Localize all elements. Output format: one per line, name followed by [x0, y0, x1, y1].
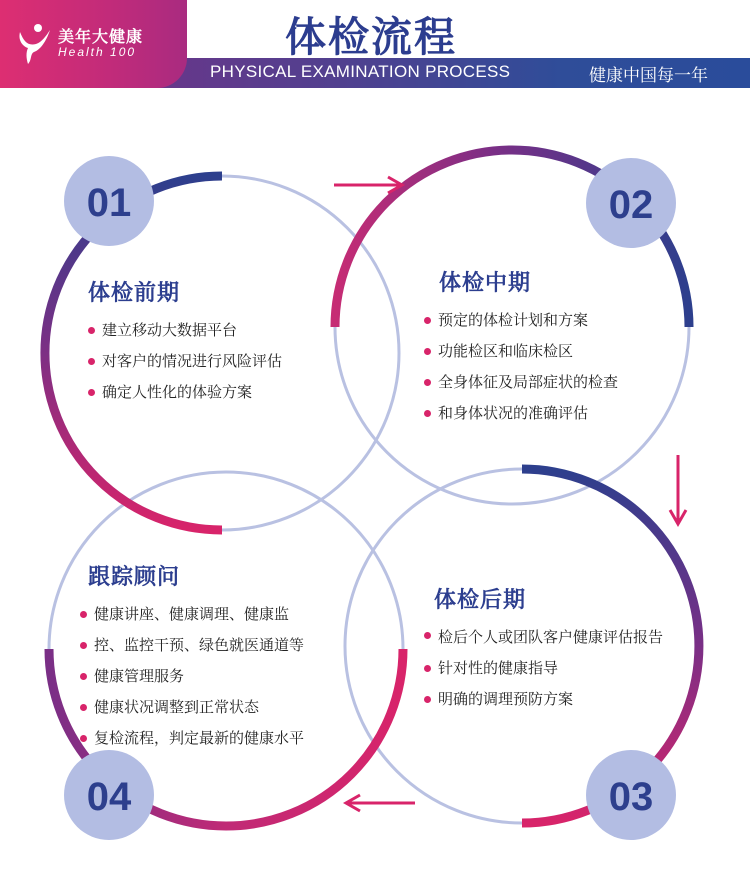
step-panel-02 [424, 266, 684, 429]
bullet-dot-icon [80, 642, 87, 649]
list-item: 明确的调理预防方案 [424, 684, 674, 715]
page-title: 体检流程 [285, 13, 457, 61]
list-item: 全身体征及局部症状的检查 [424, 367, 684, 398]
list-item: 针对性的健康指导 [424, 653, 674, 684]
arrow-down-icon [670, 455, 686, 524]
header-subtitle-en: PHYSICAL EXAMINATION PROCESS [210, 62, 511, 81]
step-panel-01 [88, 276, 348, 408]
bullet-dot-icon [424, 665, 431, 672]
bullet-dot-icon [424, 317, 431, 324]
bullet-dot-icon [80, 704, 87, 711]
list-item: 和身体状况的准确评估 [424, 398, 684, 429]
list-item: 确定人性化的体验方案 [88, 377, 348, 408]
logo-text-en: Health 100 [58, 45, 137, 59]
step-badge-04 [64, 750, 154, 840]
list-item: 对客户的情况进行风险评估 [88, 346, 348, 377]
list-item: 检后个人或团队客户健康评估报告 [424, 622, 674, 653]
bullet-dot-icon [424, 348, 431, 355]
bullet-dot-icon [88, 389, 95, 396]
step-number-02: 02 [608, 183, 654, 227]
step-badge-03 [586, 750, 676, 840]
bullet-dot-icon [80, 611, 87, 618]
bullet-dot-icon [424, 379, 431, 386]
step-title-02: 体检中期 [439, 271, 532, 296]
list-item: 复检流程，判定最新的健康水平 [80, 723, 375, 754]
step-list-01 [88, 315, 348, 408]
list-item: 健康管理服务 [80, 661, 375, 692]
step-list-02 [424, 305, 684, 429]
step-panel-03 [424, 583, 674, 715]
bullet-dot-icon [424, 696, 431, 703]
step-number-03: 03 [608, 775, 654, 819]
list-item: 健康讲座、健康调理、健康监 [80, 599, 375, 630]
step-number-04: 04 [86, 775, 132, 819]
list-item: 控、监控干预、绿色就医通道等 [80, 630, 375, 661]
header-slogan: 健康中国每一年 [589, 66, 708, 86]
bullet-dot-icon [88, 327, 95, 334]
arrow-left-icon [346, 795, 415, 811]
step-list-03 [424, 622, 674, 715]
bullet-dot-icon [424, 410, 431, 417]
arrow-right-icon [334, 177, 402, 193]
bullet-dot-icon [424, 632, 431, 639]
list-item: 健康状况调整到正常状态 [80, 692, 375, 723]
list-item: 建立移动大数据平台 [88, 315, 348, 346]
bullet-dot-icon [80, 673, 87, 680]
logo-text-cn: 美年大健康 [58, 27, 144, 46]
step-badge-02 [586, 158, 676, 248]
list-item: 功能检区和临床检区 [424, 336, 684, 367]
step-panel-04 [80, 560, 375, 754]
bullet-dot-icon [88, 358, 95, 365]
list-item: 预定的体检计划和方案 [424, 305, 684, 336]
step-list-04 [80, 599, 375, 754]
step-title-04: 跟踪顾问 [88, 565, 181, 590]
bullet-dot-icon [80, 735, 87, 742]
step-number-01: 01 [86, 181, 132, 225]
step-title-03: 体检后期 [434, 588, 527, 613]
step-badge-01 [64, 156, 154, 246]
step-title-01: 体检前期 [88, 281, 181, 306]
